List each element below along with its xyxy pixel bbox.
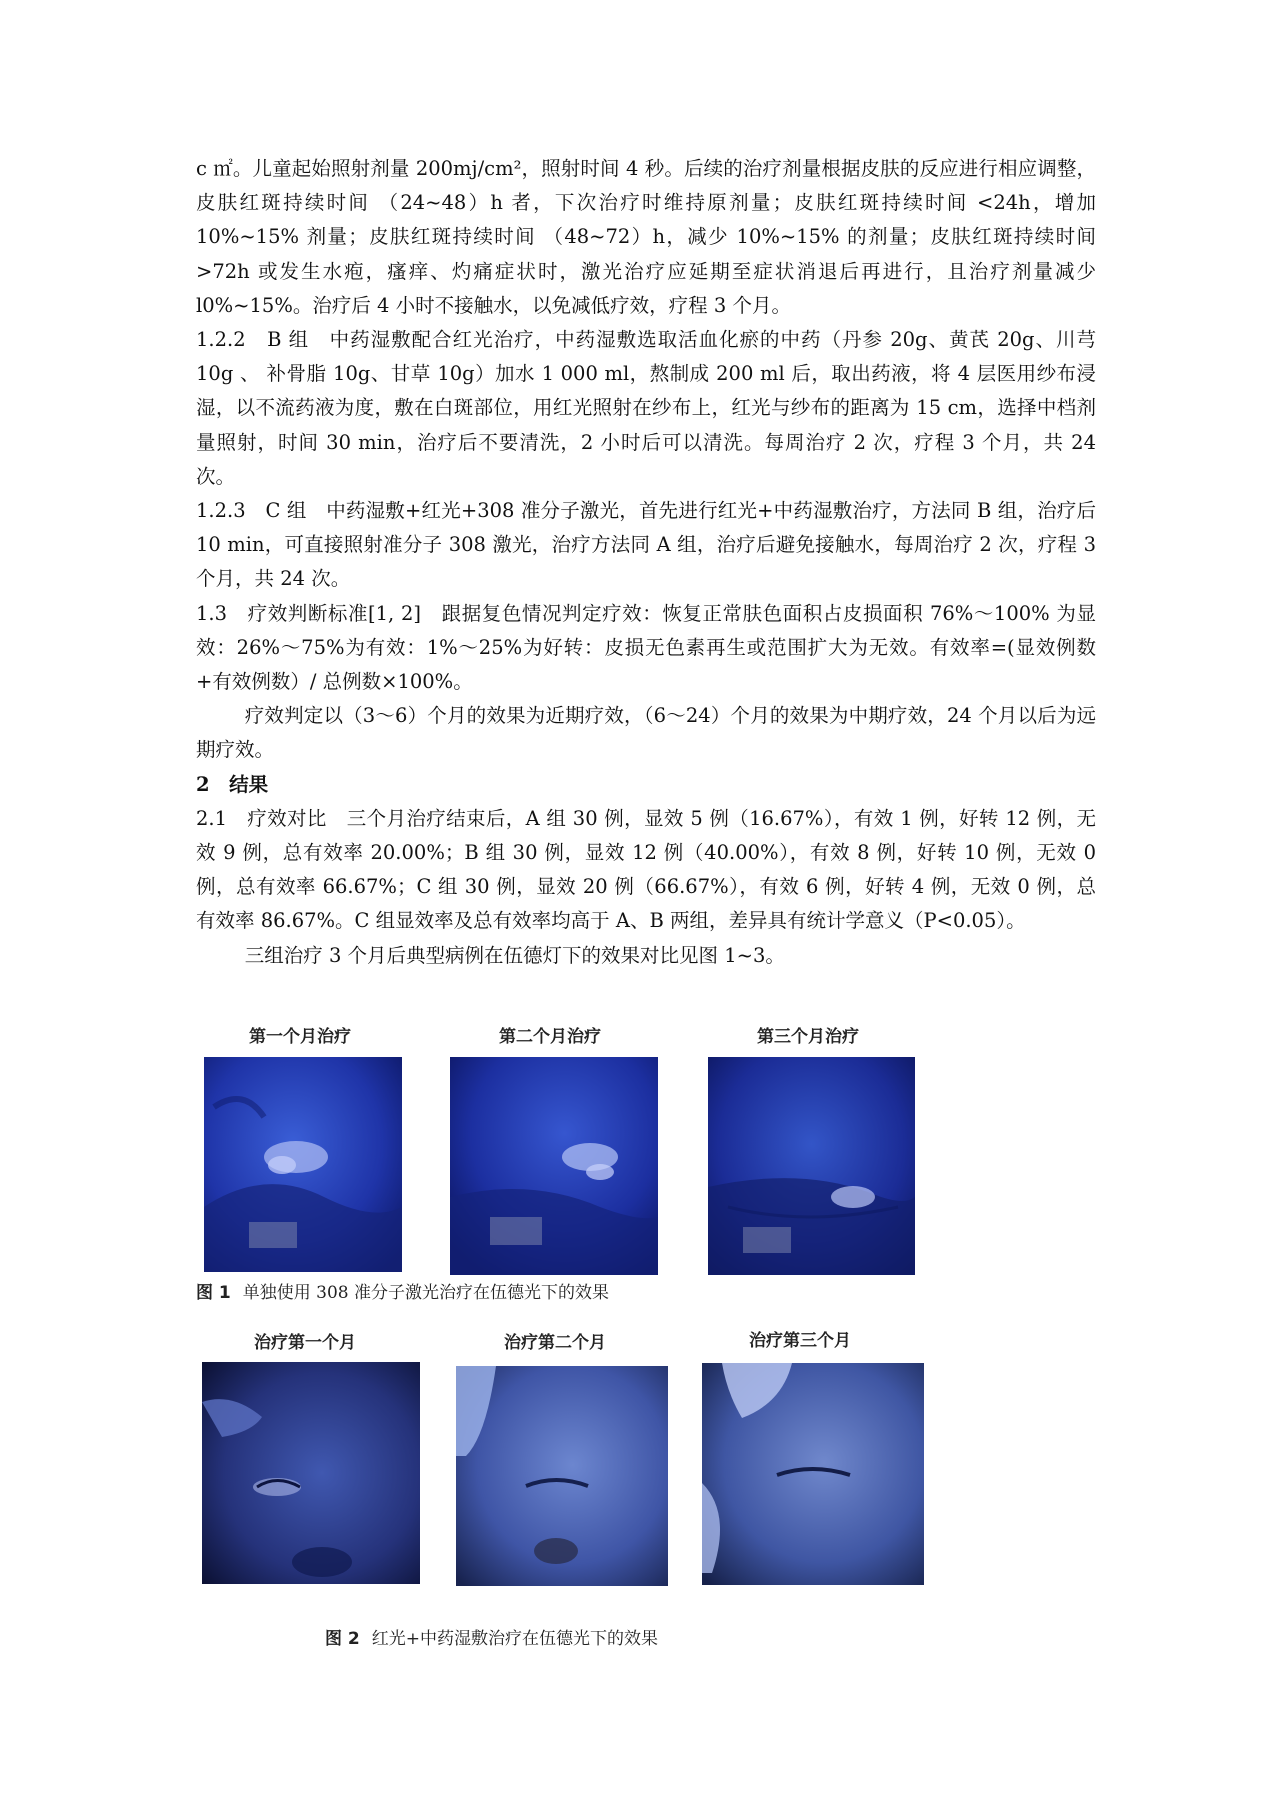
figure2-caption [325, 1624, 658, 1649]
figure2-caption-number: 图 2 [325, 1629, 360, 1649]
section-heading-results: 2 结果 [196, 772, 269, 796]
privacy-mosaic [490, 1217, 542, 1245]
paragraph-efficacy-comparison: 2.1 疗效对比 三个月治疗结束后，A 组 30 例，显效 5 例（16.67%），有效 1 例，好转 12 例，无效 9 例，总有效率 20.00%；B 组 30 例，显效 12 例（40.00%），有效 8 例，好转 10 例，无效 0 例，总有效率 66.67%；C 组 30 例，显效 20 例（66.67%），有效 6 例，好转 4 例，无效 0 例，总有效率 86.67%。C 组显效率及总有效率均高于 A、B 两组，差异具有统计学意义（P<0.05）。 [196, 806, 1096, 933]
paragraph-group-b: 1.2.2 B 组 中药湿敷配合红光治疗，中药湿敷选取活血化瘀的中药（丹参 20g、黄芪 20g、川芎 10g 、 补骨脂 10g、甘草 10g）加水 1 000 ml，熬制成 200 ml 后，取出药液，将 4 层医用纱布浸湿，以不流药液为度，敷在白斑部位，用红光照射在纱布上，红光与纱布的距离为 15 cm，选择中档剂量照射，时间 30 min，治疗后不要清洗，2 小时后可以清洗。每周治疗 2 次，疗程 3 个月，共 24 次。 [196, 328, 1096, 488]
figure2-photo-month2 [456, 1366, 668, 1586]
figure2-label-month3: 治疗第三个月 [749, 1331, 851, 1351]
figure1-photo-month2 [450, 1057, 658, 1275]
paragraph-group-c: 1.2.3 C 组 中药湿敷+红光+308 准分子激光，首先进行红光+中药湿敷治疗，方法同 B 组，治疗后 10 min，可直接照射准分子 308 激光，治疗方法同 A 组，治疗后避免接触水，每周治疗 2 次，疗程 3 个月，共 24 次。 [196, 499, 1096, 591]
figure2-label-month2: 治疗第二个月 [504, 1333, 606, 1353]
privacy-mosaic [743, 1227, 791, 1253]
figure1-label-month1: 第一个月治疗 [249, 1027, 351, 1047]
figure1-photo-month1 [204, 1057, 402, 1272]
figure2-label-month1: 治疗第一个月 [254, 1333, 356, 1353]
figure2-caption-text: 红光+中药湿敷治疗在伍德光下的效果 [371, 1629, 658, 1649]
paragraph-dose-adjustment: c ㎡。儿童起始照射剂量 200mj/cm²，照射时间 4 秒。后续的治疗剂量根据皮肤的反应进行相应调整，皮肤红斑持续时间 （24~48）h 者，下次治疗时维持原剂量；皮肤红斑持续时间 <24h，增加 10%~15% 剂量；皮肤红斑持续时间 （48~72）h，减少 10%~15% 的剂量；皮肤红斑持续时间 >72h 或发生水疱，瘙痒、灼痛症状时，激光治疗应延期至症状消退后再进行，且治疗剂量减少 l0%~15%。治疗后 4 小时不接触水，以免减低疗效，疗程 3 个月。 [196, 157, 1096, 317]
figure2-photo-month3 [702, 1363, 924, 1585]
figure1-caption-text: 单独使用 308 准分子激光治疗在伍德光下的效果 [242, 1283, 610, 1303]
figure1-photo-month3 [708, 1057, 915, 1275]
paragraph-efficacy-periods: 疗效判定以（3～6）个月的效果为近期疗效，（6～24）个月的效果为中期疗效，24 个月以后为远期疗效。 [196, 704, 1096, 762]
figure1-label-month3: 第三个月治疗 [757, 1027, 859, 1047]
figure1-caption-number: 图 1 [196, 1283, 231, 1303]
privacy-mosaic [249, 1222, 297, 1248]
figure1-label-month2: 第二个月治疗 [499, 1027, 601, 1047]
body-text [196, 152, 1096, 973]
figure2-photo-month1 [202, 1362, 420, 1584]
paragraph-figure-reference: 三组治疗 3 个月后典型病例在伍德灯下的效果对比见图 1~3。 [244, 943, 785, 967]
figure1-caption [196, 1278, 609, 1303]
paragraph-efficacy-criteria: 1.3 疗效判断标准[1, 2] 跟据复色情况判定疗效：恢复正常肤色面积占皮损面积 76%～100% 为显效：26%～75%为有效：1%～25%为好转：皮损无色素再生或范围扩大为无效。有效率=(显效例数+有效例数）/ 总例数×100%。 [196, 601, 1096, 694]
